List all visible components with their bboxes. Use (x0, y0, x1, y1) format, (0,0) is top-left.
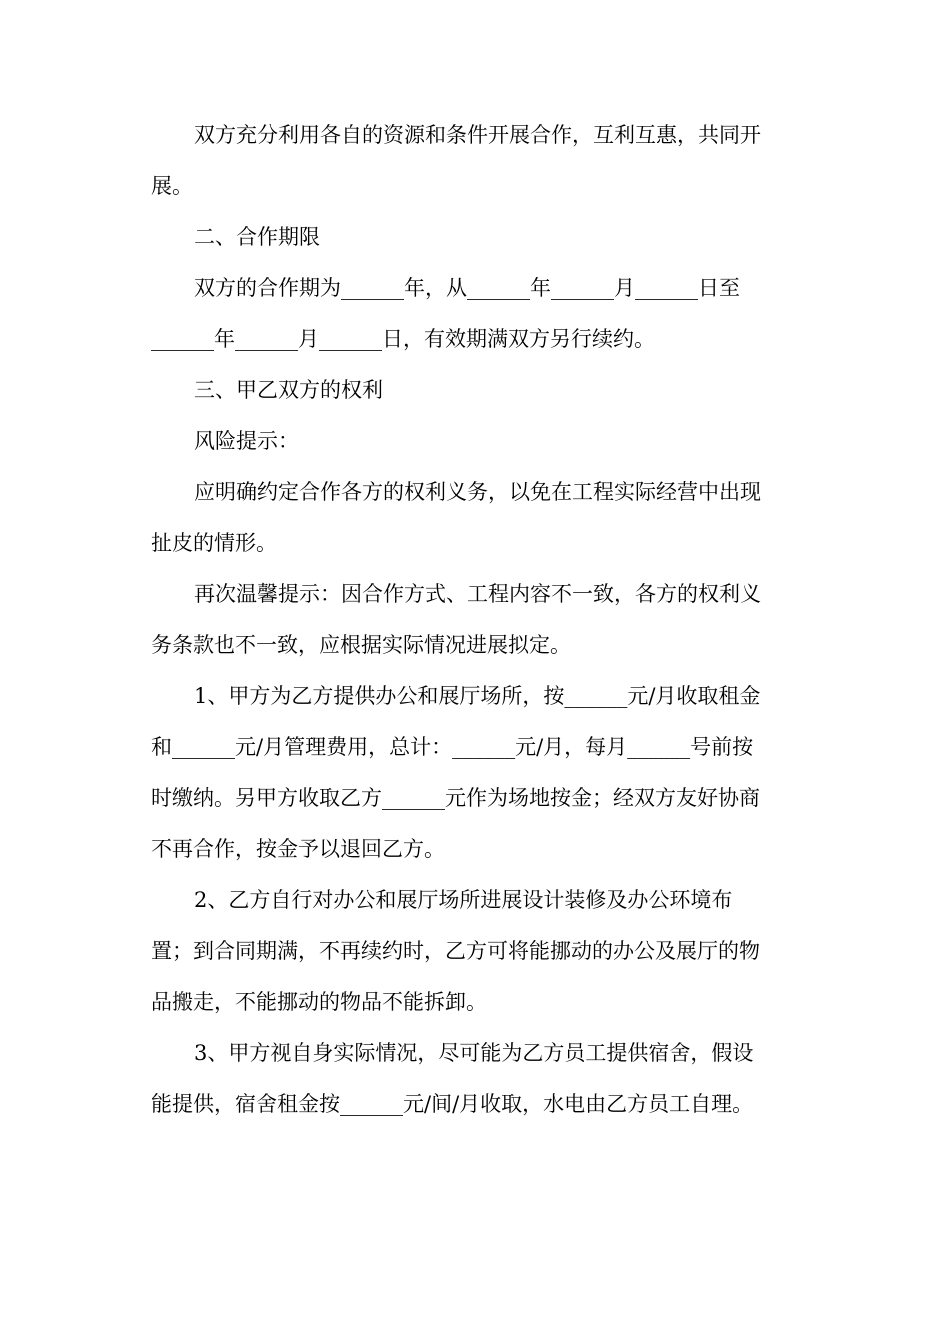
section-heading: 二、合作期限 (194, 225, 320, 249)
text-line: 风险提示： (194, 429, 299, 453)
text-line: 2、乙方自行对办公和展厅场所进展设计装修及办公环境布 (194, 888, 733, 912)
text-line: 时缴纳。另甲方收取乙方______元作为场地按金；经双方友好协商 (151, 786, 760, 810)
document-body (151, 110, 801, 1130)
section-heading: 三、甲乙双方的权利 (194, 378, 383, 402)
text-line: 扯皮的情形。 (151, 531, 277, 555)
text-line: 品搬走，不能挪动的物品不能拆卸。 (151, 990, 487, 1014)
text-line: 务条款也不一致，应根据实际情况进展拟定。 (151, 633, 571, 657)
text-line: 1、甲方为乙方提供办公和展厅场所，按______元/月收取租金 (194, 684, 761, 708)
text-line: 应明确约定合作各方的权利义务，以免在工程实际经营中出现 (194, 480, 761, 504)
text-line: 再次温馨提示：因合作方式、工程内容不一致，各方的权利义 (194, 582, 761, 606)
text-line: ______年______月______日，有效期满双方另行续约。 (151, 327, 655, 351)
text-line: 双方充分利用各自的资源和条件开展合作，互利互惠，共同开 (194, 123, 761, 147)
text-line: 不再合作，按金予以退回乙方。 (151, 837, 445, 861)
text-line: 3、甲方视自身实际情况，尽可能为乙方员工提供宿舍，假设 (194, 1041, 754, 1065)
text-line: 能提供，宿舍租金按______元/间/月收取，水电由乙方员工自理。 (151, 1092, 754, 1116)
text-line: 双方的合作期为______年，从______年______月______日至 (194, 276, 740, 300)
text-line: 展。 (151, 174, 193, 198)
text-line: 和______元/月管理费用，总计：______元/月，每月______号前按 (151, 735, 754, 759)
text-line: 置；到合同期满，不再续约时，乙方可将能挪动的办公及展厅的物 (151, 939, 760, 963)
